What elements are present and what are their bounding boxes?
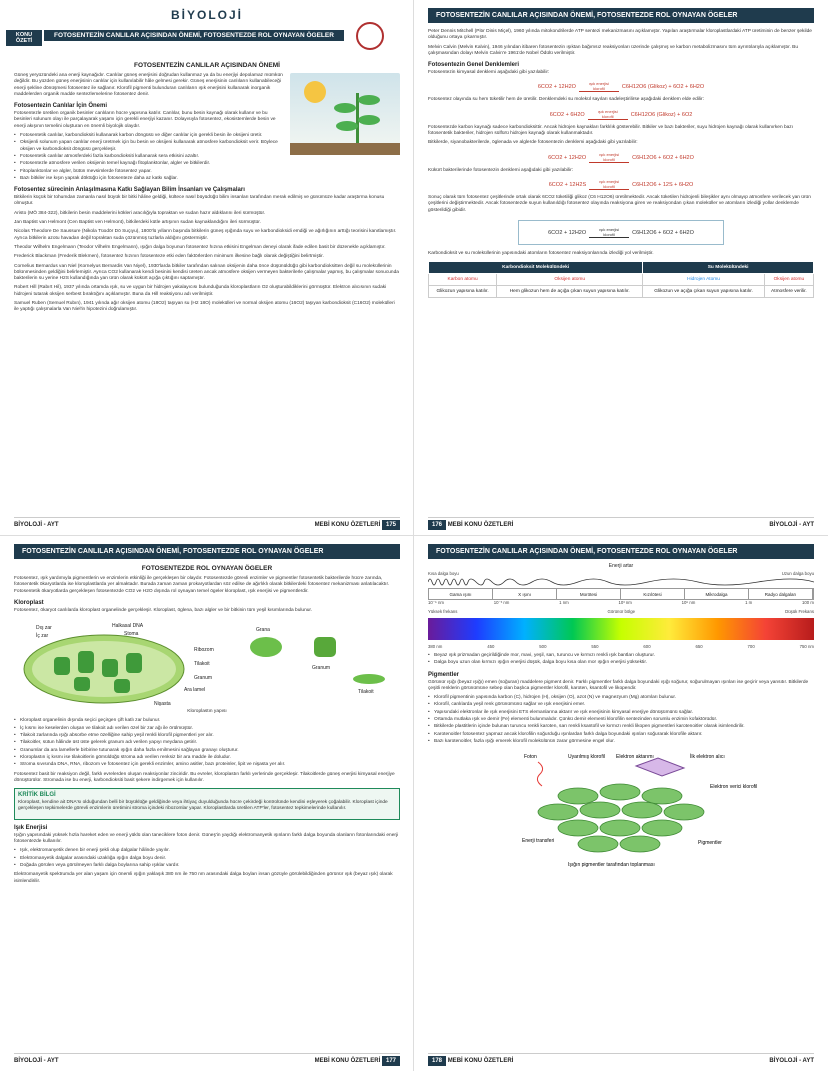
list-item: • Klorofil pigmentinin yapısında karbon (C), hidrojen (H), oksijen (O), azot (N) ve magnezyum (Mg) atomları bulunur.	[428, 695, 814, 701]
list-item: • Beyaz ışık prizmadan geçirildiğinde mor, mavi, yeşil, sarı, turuncu ve kırmızı renkli ışık bantları oluşturur.	[428, 653, 814, 659]
paragraph: Sonuç olarak tüm fotosentez çeşitlerinde ortak olarak 6CO2 tüketiliği glikoz (C6 H12O6) üretilmektedir. Ancak tüketilen hidrojenli bileşikler aynı olmayıp atmosfere verilecek yan ürün çeşitlerini değiştirmektedir. Ancak fotosentezde suyun kullanıldığı fotosentez olayında reaksiyona giren ve reaksiyondan çıkan moleküller ve atomların izlediği yollar denklemde gösterildiği gibidir.	[428, 194, 811, 213]
page-footer	[428, 1053, 814, 1067]
diagram-label: Foton	[524, 754, 537, 761]
subject-title: BİYOLOJİ	[170, 8, 243, 22]
critical-info-text: Kloroplast, kendine ait DNA'sı olduğundan belli bir büyüklüğe geldiğinde veya ihtiyaç duyulduğunda hücre çekirdeği kontrolünde kendini eşleyerek çoğalabilir. Kloroplast içinde gerçekleşen tepkimelerde görevli enzimlerin üretimini stroma içindeki ribozomlar yapar. Kloroplastlarda üretilen ATP'ler, fotosentez tepkimelerinde kullanılır.	[18, 800, 388, 812]
paragraph: Fotosentezle üretilen organik besinler canlıların hücre yapısına katılır. Canlılar, bunu besin kaynağı olarak kullanır ve bu besinleri solunum olayı ile parçalayarak yaşamı için gerekli enerjiyi kazanır. Dolayısıyla fotosentez, ekosistemlerde besin ve enerji akışının temelini oluşturan en önemli biyolojik olaydır.	[14, 111, 276, 129]
diagram-label: Stoma	[124, 631, 139, 638]
scientist-entry: Theodor Wilhelm Engelmann (Teodor Vilhelm Engelmann), ışığın dalga boyunun fotosentez hızına etkisini Engelman deneyi olarak ifade edilen basit bir düzenekle açıklamıştır.	[14, 244, 386, 250]
footer-left: BİYOLOJİ - AYT	[14, 1057, 59, 1064]
critical-info-box	[14, 788, 400, 820]
page-177	[0, 536, 414, 1071]
list-item: • Tilakoit zarlarında ışığı absorbe etme özelliğine sahip yeşil renkli klorofil pigmentleri yer alır.	[14, 733, 400, 739]
list-item: • İç kısmı ise keselerden oluşan ve tilakoit adı verilen özel bir zar ağı ile örülmüştür.	[14, 726, 400, 732]
diagram-label: Pigmentler	[698, 840, 722, 847]
list-item: • Ortamda mutlaka ışık ve demir (Fe) elementi bulunmalıdır. Çünkü demir elementi klorofilin sentezinden sorumlu enzimin kofaktörüdür.	[428, 717, 814, 723]
diagram-label: Enerji transferi	[522, 838, 555, 845]
diagram-label: Granum	[194, 675, 213, 682]
list-item: • Kloroplast organelinin dışında seçici geçirgen çift katlı zar bulunur.	[14, 718, 400, 724]
subheading: Fotosentezin Genel Denklemleri	[428, 62, 520, 69]
list-item: • Dalga boyu uzun olan kırmızı ışığın enerjisi düşük, dalga boyu kısa olan mor ışığın enerjisi yüksektir.	[428, 660, 814, 666]
paragraph: Elektromanyetik spektrumda yer alan yaşam için önemli ışığın yaklaşık 380 nm ile 750 nm arasındaki dalga boyları insan gözüyle görülebildiğinden görünür ışık (beyaz ışık) olarak isimlendirilir.	[14, 872, 393, 884]
footer-mid: MEBİ KONU ÖZETLERİ	[314, 1057, 381, 1064]
scientist-entry: Samuel Ruben (Semuel Rubın), 1941 yılında ağır oksijen atomu (18O2) taşıyan su (H2 18O) molekülleri ve normal oksijen atomu (16O2) taşıyan karbondioksit (C16O2) molekülleri ile yaptığı çalışmalarla Van Niel'in hipotezini doğrulamıştır.	[14, 301, 395, 313]
sun-icon	[304, 81, 326, 103]
scientist-entry: Cornelius Bernardus van Niel (Kornelyus Bernardis Van Niyel), 1930'larda bitkiler tarafından salınan oksijenin daha önce düşünüldüğü gibi karbondioksitten değil su moleküllerinin bölünmesinden geldiğini belirlemiştir. Ayrıca CO2 kullanarak kendi besinini kendisi üreten ancak atmosfere oksijen vermeyen bakterilerle çalışmalar yapmış, bu çalışmalar sonucunda bakterilerin su yerine H2S kullandığında yan ürün olarak kükürt açığa çıktığını saptamıştır.	[14, 263, 399, 282]
wavelength-scale: 10⁻⁵ nm 10⁻³ nm 1 nm 10³ nm 10⁶ nm 1 m 100 m	[428, 600, 814, 605]
em-spectrum-bands: Gama ışını X ışını Morötesi Kızılötesi Mikrodalga Radyo dalgaları	[428, 588, 814, 600]
diagram-label: Grana	[256, 627, 270, 634]
list-item: • Tilakoitler, sütun hâlinde üst üste gelerek granum adı verilen yapıyı meydana getirir.	[14, 740, 400, 746]
low-frequency-label: Düşük Frekans	[785, 609, 814, 614]
page-number: 175	[382, 520, 400, 530]
paragraph: Fotosentez basit bir reaksiyon değil, farklı evrelerden oluşan reaksiyonlar zinciridir. Bu evreler, kloroplastın farklı yerlerinde gerçekleşir. Tilakoitlerde güneş enerjisi kimyasal enerjiye dönüştürülür. Stromada ise bu enerji, karbondioksiti basit şekere indirgemek için kullanılır.	[14, 771, 395, 783]
atom-table	[428, 261, 814, 298]
equation: 6CO2 + 12H2Oışık enerjisi klorofil C6H12O6 (Glikoz) + 6O2 + 6H2O	[537, 81, 705, 92]
energy-label: Enerji artar	[608, 563, 634, 569]
table-cell: Hidrojen Atomu	[643, 274, 765, 286]
list-item: • Bazı karotenoitler, fazla ışığı emerek klorofil molekülünün zarar görmesine engel olur.	[428, 739, 814, 745]
page-footer	[14, 1053, 400, 1067]
diagram-label: Uyarılmış klorofil	[568, 754, 605, 761]
page-number: 178	[428, 1056, 446, 1066]
diagram-label: Granum	[312, 665, 331, 672]
list-item: • Elektromanyetik dalgalar arasındaki uzaklığa ışığın dalga boyu denir.	[14, 856, 400, 862]
list-item: • Kloroplastın iç kısmı ise tilakoitlerin gömüldüğü stroma adı verilen renksiz bir ara madde ile doludur.	[14, 755, 400, 761]
subheading: Kloroplast	[14, 599, 44, 606]
list-item: • Karotenoitler fotosentez yapmaz ancak klorofilin soğurduğu ışınlardan farklı dalga boyundaki ışınları soğurarak klorofile aktarır.	[428, 732, 814, 738]
footer-mid: MEBİ KONU ÖZETLERİ	[447, 1057, 514, 1064]
list-item: • Stroma sıvısında DNA, RNA, ribozom ve fotosentez için gerekli enzimler, amino asitler, bazı proteinler, lipit ve nişasta yer alır.	[14, 762, 400, 768]
bullet-list	[428, 695, 814, 745]
paragraph: Görünür ışığı (beyaz ışığı) emen (soğuran) maddelere pigment denir. Farklı pigmentler farklı dalga boyundaki ışığı soğurur, soğurulmayan ışınları ise geçirir veya yansıtır. Bitkilerde çeşitli renklerin görünümüne sebep olan başlıca pigmentler klorofil, karoten, ksantofil ve likopendir.	[428, 679, 809, 691]
critical-info-title: KRİTİK BİLGİ	[18, 792, 56, 799]
pigment-diagram	[428, 748, 814, 870]
bullet-list	[428, 653, 814, 667]
scientist-entry: Aristo (MÖ 384-322), bitkilerin besin maddelerini kökleri aracılığıyla topraktan ve sudan hazır aldıklarını ileri sürmüştür.	[14, 210, 266, 216]
paragraph: Kükürt bakterilerinde fotosentezin denklemi aşağıdaki gibi yazılabilir:	[428, 167, 574, 173]
equation: 6CO2 + 6H2Oışık enerjisi klorofil C6H12O6 (Glikoz) + 6O2	[549, 108, 693, 119]
chapter-bar: FOTOSENTEZİN CANLILAR AÇISINDAN ÖNEMİ, FOTOSENTEZDE ROL OYNAYAN ÖGELER	[14, 544, 400, 559]
paragraph: Fotosentez, ökaryot canlılarda kloroplast organelinde gerçekleşir. Kloroplast, öglena, bazı algler ve bir bitkinin tüm yeşil kısımlarında bulunur.	[14, 607, 313, 613]
diagram-label: Halkasal DNA	[112, 623, 144, 630]
list-item: • Yapısındaki elektronlar ile ışık enerjisini ETS elemanlarına aktarır ve ışık enerjisinin kimyasal enerjiye dönüşümünü sağlar.	[428, 710, 814, 716]
diagram-label: Tilakoit	[194, 661, 210, 668]
footer-right: BİYOLOJİ - AYT	[769, 521, 814, 528]
list-item: • Bitkilerde plastitlerin içinde bulunan turuncu renkli karoten, sarı renkli ksantofil ve kırmızı renkli likopen pigmentleri karotenoitler olarak isimlendirilir.	[428, 724, 814, 730]
diagram-label: Nişasta	[154, 701, 171, 708]
page-178	[414, 536, 828, 1071]
table-cell: Hem glikozun hem de açığa çıkan suyun yapısına katılır.	[497, 286, 643, 298]
table-cell: Atmosfere verilir.	[764, 286, 813, 298]
table-cell: Oksijen atomu	[497, 274, 643, 286]
list-item: • Granumlar da ara lamellerle birbirine tutunarak ışığın daha fazla emilmesini sağlayan granayı oluşturur.	[14, 748, 400, 754]
page-number: 177	[382, 1056, 400, 1066]
table-header: Karbondioksit Molekülündeki	[429, 262, 643, 274]
equation: 6CO2 + 12H2Oışık enerjisi klorofil C6H12O6 + 6O2 + 6H2O	[548, 151, 694, 162]
bullet-list	[14, 848, 400, 869]
list-item: • Klorofil, canlılarda yeşil renk görünümünü sağlar ve ışık enerjisini emer.	[428, 702, 814, 708]
bullet-list	[14, 718, 400, 768]
diagram-label: Elektron verici klorofil	[710, 784, 758, 791]
paragraph: Fotosentezin kimyasal denklemi aşağıdaki gibi yazılabilir:	[428, 70, 550, 76]
page-footer	[428, 517, 814, 531]
subheading: Fotosentezin Canlılar İçin Önemi	[14, 103, 108, 110]
footer-mid: MEBİ KONU ÖZETLERİ	[314, 521, 381, 528]
page-176	[414, 0, 828, 535]
long-wave-label: Uzun dalga boyu	[781, 571, 814, 576]
chapter-bar: FOTOSENTEZİN CANLILAR AÇISINDAN ÖNEMİ, FOTOSENTEZDE ROL OYNAYAN ÖGELER	[428, 544, 814, 559]
subheading: Pigmentler	[428, 671, 460, 678]
scientist-entry: Melvin Calvin (Melvin Kalvin), 1946 yılından itibaren fotosentezin ışıktan bağımsız reaksiyonları üzerinde çalışmış ve karbon metabolizmasını tüm ayrıntılarıyla açıklamıştır. Bu çalışmasından dolayı Melvin Calvin'e 1961'de Nobel Ödülü verilmiştir.	[428, 44, 799, 56]
section-heading: FOTOSENTEZİN CANLILAR AÇISINDAN ÖNEMİ	[134, 62, 280, 69]
list-item: • Fotosentetik canlılar atmosferdeki fazla karbondioksiti kullanarak sera etkisini azaltır.	[14, 154, 400, 160]
list-item: • Doğada görülen veya görülmeyen farklı dalga boylarına sahip ışıklar vardır.	[14, 863, 400, 869]
page-number: 176	[428, 520, 446, 530]
page-175	[0, 0, 414, 535]
paragraph: Bitkilerin küçük bir tohumdan zamanla nasıl büyük bir bitki hâline geldiği, kültece nasıl büyüdüğü bilim insanları tarafından merak edilmiş ve günümüze kadar araştırma konusu olmuştur.	[14, 195, 385, 207]
table-cell: Oksijen atomu	[764, 274, 813, 286]
short-wave-label: Kısa dalga boyu	[428, 571, 459, 576]
diagram-label: Ara lamel	[184, 687, 206, 694]
scientist-entry: Robert Hill (Rabırt Hil), 1937 yılında ortamda ışık, su ve uygun bir hidrojen yakalayıcısı bulunduğunda kloroplastların O2 oluşturabildiklerini görmüştür. Elektron alıcısının sudaki hidrojeni tutarak oksijen serbest bıraktığını açıklamıştır. Buna da Hill reaksiyonu adı verilmiştir.	[14, 285, 387, 297]
table-cell: Karbon atomu	[429, 274, 497, 286]
konu-ozeti-badge: KONU ÖZETİ	[6, 30, 42, 46]
diagram-label: İlk elektron alıcı	[690, 754, 725, 761]
list-item: • Işık, elektromanyetik denen bir enerji şekli olup dalgalar hâlinde yayılır.	[14, 848, 400, 854]
paragraph: Fotosentez olayında su hem tüketilir hem de üretilir. Denklemdeki su molekül sayıları sadeleştirilirse aşağıdaki denklem elde edilir:	[428, 97, 704, 103]
paragraph: Işığın yapısındaki yüksek hızla hareket eden ve enerji yüklü olan taneciklere foton denir. Güneş'in yaydığı elektromanyetik ışınların farklı dalga boyunda olanların fotonlarındaki enerji fotosentezde kullanılır.	[14, 832, 399, 845]
table-header: Su Molekülündeki	[643, 262, 814, 274]
subheading: Işık Enerjisi	[14, 824, 48, 831]
list-item: • Fitoplanktonlar ve algler, bütün mevsimlerde fotosentez yapar.	[14, 169, 400, 175]
chapter-bar: FOTOSENTEZİN CANLILAR AÇISINDAN ÖNEMİ, FOTOSENTEZDE ROL OYNAYAN ÖGELER	[428, 8, 814, 23]
intro-text: Güneş yeryüzündeki ana enerji kaynağıdır. Canlılar güneş enerjisini doğrudan kullanmaz ya da bu enerjiyi depolamaz mümkün değildir. Bu yüzden güneş enerjisinin canlılar için kullanılabilir hâle gelmesi gerekir. Güneş enerjisinin canlıların kullanabileceği enerji şekline dönüşmesi fotosentez ile sağlanır. Klorofil pigmenti bulunduran canlıların ışık enerjisini kullanarak inorganik maddelerden organik madde sentezlemelerine fotosentez denir.	[14, 73, 283, 97]
chapter-title: FOTOSENTEZİN CANLILAR AÇISINDAN ÖNEMİ, FOTOSENTEZDE ROL OYNAYAN ÖGELER	[44, 30, 344, 41]
visible-spectrum-bar	[428, 618, 814, 640]
figure-caption: Kloroplastın yapısı	[187, 709, 227, 715]
list-item: • Oksijenli solunum yapan canlılar enerji üretmek için bu besin ve oksijeni kullanarak atmosfere karbondioksit verir. Böylece oksijen ve karbondioksit döngüsü gerçekleşir.	[14, 140, 400, 153]
diagram-label: İç zar	[36, 633, 49, 640]
intro-text: Fotosentez, ışık yardımıyla pigmentlerin ve enzimlerin etkinliği ile gerçekleşen bir olaydır. Fotosentezde görevli enzimler ve pigmentler fotosentetik bakterilerde hücre zarında, fotosentetik ökaryotlarda ise kloroplastlarda yer almaktadır. Burada zaman zaman prokaryotlardan söz edilse de ağırlıklı olarak bitkilerdeki fotosentez mekanizması anlatılacaktır. Fotosentetik ökaryotlarda gerçekleşen fotosentezde CO2 ve H2O dışında rol oynayan temel ögeler kloroplast, ışık enerjisi ve pigmentlerdir.	[14, 576, 390, 594]
equation: 6CO2 + 12H2Sışık enerjisi klorofil C6H12O6 + 12S + 6H2O	[548, 178, 694, 189]
scientist-entry: Frederick Blackman (Frederik Blekmen), fotosentez hızının fotosenteze etki eden faktörlerden minimum ilkesine bağlı olarak değiştiğini belirtmiştir.	[14, 254, 324, 260]
footer-left: BİYOLOJİ - AYT	[14, 521, 59, 528]
diagram-label: Işığın pigmentler tarafından toplanması	[568, 862, 655, 869]
paragraph: Fotosentezde karbon kaynağı sadece karbondioksittir. Ancak hidrojen kaynakları farklılık gösterebilir. Bitkiler ve bazı bakteriler, suyu hidrojen kaynağı olarak kullanırken bazı fotosentetik bakteriler, hidrojen sülfürü hidrojen kaynağı olarak kullanmaktadır.	[428, 124, 794, 137]
section-heading: FOTOSENTEZDE ROL OYNAYAN ÖGELER	[141, 565, 273, 572]
table-cell: Glikozun ve açığa çıkan suyun yapısına katılır.	[643, 286, 765, 298]
table-cell: Glikozun yapısına katılır.	[429, 286, 497, 298]
bullet-list	[14, 133, 400, 182]
list-item: • Fotosentezle atmosfere verilen oksijenin temel kaynağı fitoplanktonlar, algler ve bitkilerdir.	[14, 161, 400, 167]
diagram-label: Ribozom	[194, 647, 214, 654]
visible-nm-scale: 380 nm 450 500 550 600 650 700 750 nm	[428, 644, 814, 649]
subheading: Fotosentez sürecinin Anlaşılmasına Katkı Sağlayan Bilim İnsanları ve Çalışmaları	[14, 187, 245, 194]
footer-mid: MEBİ KONU ÖZETLERİ	[447, 521, 514, 528]
list-item: • Fotosentetik canlılar, karbondioksiti kullanarak karbon döngüsü ve diğer canlılar için gerekli besin ile oksijeni üretir.	[14, 133, 400, 139]
chloroplast-diagram	[14, 617, 400, 709]
high-frequency-label: Yüksek frekans	[428, 609, 458, 614]
diagram-label: Tilakoit	[358, 689, 374, 696]
diagram-label: Dış zar	[36, 625, 52, 632]
footer-right: BİYOLOJİ - AYT	[769, 1057, 814, 1064]
scientist-entry: Nicolas Theodore De Saussure (Nikola Tüodör Dö Suçıyu), 1800'lü yılların başında bitkilerin güneş ışığında suyu ve karbondioksidi emdiği ve ağırlığının arttığı teorisini kanıtlamıştır. Ayrıca bitkilerin azotu havadan değil topraktan suda çözünmüş tuzlarla aldığını göstermiştir.	[14, 229, 397, 241]
meb-emblem-icon	[356, 22, 384, 50]
atom-path-equation: 6CO2 + 12H2Oışık enerjisi klorofil C6H12O6 + 6O2 + 6H2O	[518, 220, 724, 245]
scientist-entry: Jan Baptist van Helmont (Cen Baptist ven Helmont), bitkilerdeki kütle artışının sudan kaynaklandığını ileri sürmüştür.	[14, 220, 261, 226]
wave-graphic	[428, 576, 814, 588]
page-footer	[14, 517, 400, 531]
list-item: • Bazı bitkiler ise kışın yaprak döktüğü için fotosenteze daha az katkı sağlar.	[14, 176, 400, 182]
visible-region-label: Görünür bölge	[607, 609, 635, 614]
paragraph: Bitkilerde, siyanobakterilerde, öglenada ve alglerde fotosentezin denklemi aşağıdaki gibi yazılabilir:	[428, 140, 638, 146]
diagram-label: Elektron aktarımı	[616, 754, 654, 761]
paragraph: Karbondioksit ve su moleküllerinin yapısındaki atomların fotosentez reaksiyonlarında izlediği yol verilmiştir.	[428, 250, 654, 256]
scientist-entry: Peter Dennis Mitchell (Pitır Dinis Miçel), 1960 yılında mitokondrilerde ATP sentezi mekanizmasını açıklamıştır. Yapılan araştırmalar kloroplastlardaki ATP üretiminin de benzer şekilde olduğunu ortaya çıkarmıştır.	[428, 29, 812, 41]
